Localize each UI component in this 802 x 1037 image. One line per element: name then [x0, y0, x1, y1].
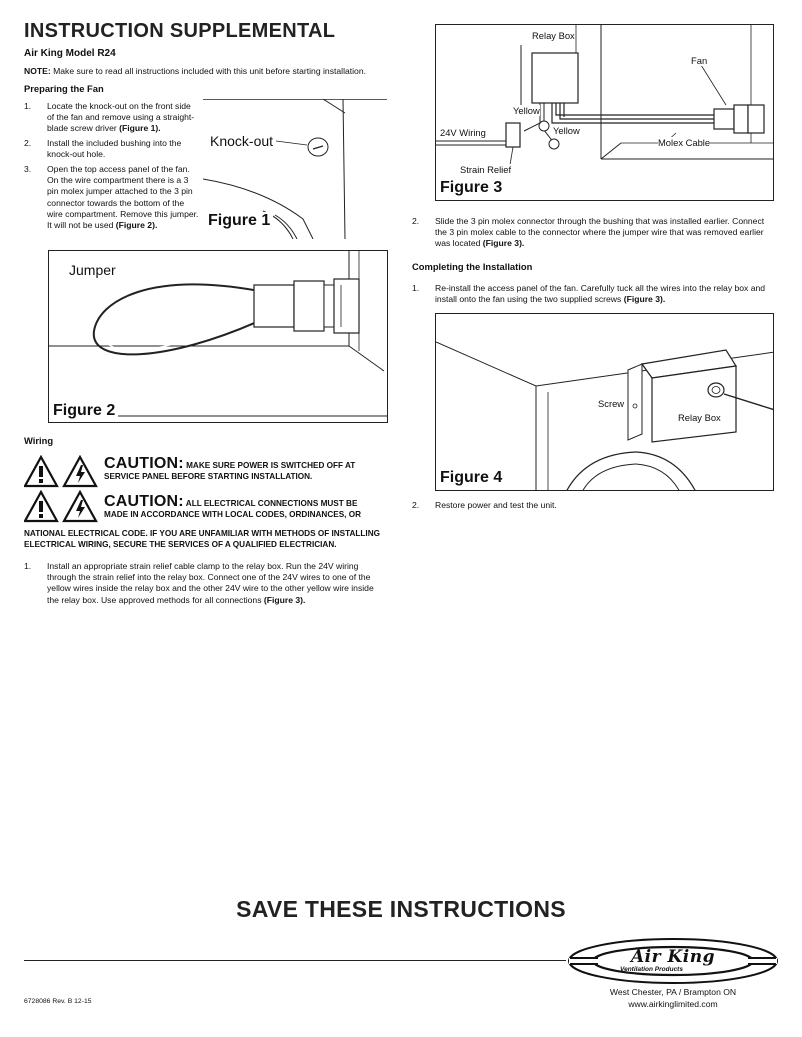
step-number: 2.: [412, 500, 420, 510]
step-number: 2.: [412, 216, 420, 226]
note: [24, 66, 366, 76]
step-number: 1.: [24, 561, 32, 571]
figure-3-label: Figure 3: [437, 179, 505, 197]
warning-icons: [24, 490, 99, 524]
caution-text: MAKE SURE POWER IS SWITCHED OFF AT: [183, 461, 356, 470]
step-line: through the strain relief into the relay box. Connect one of the 24V wires to one of the: [47, 572, 371, 583]
step-number: 1.: [24, 101, 32, 111]
step-line: the relay box. Use approved methods for all connections: [47, 594, 264, 605]
caution-text: NATIONAL ELECTRICAL CODE. IF YOU ARE UNFAMILIAR WITH METHODS OF INSTALLING: [24, 529, 380, 538]
step-number: 2.: [24, 138, 32, 148]
figure-1-label: Figure 1: [205, 212, 273, 230]
step-line: of the fan and remove using a straight-: [47, 112, 195, 123]
figure-3: [435, 24, 774, 201]
complete-step-2: [412, 500, 782, 512]
molex-cable-callout: Molex Cable: [658, 137, 711, 148]
yellow-callout-2: Yellow: [553, 125, 580, 136]
jumper-callout: Jumper: [69, 262, 116, 278]
step-line: Re-install the access panel of the fan. Carefully tuck all the wires into the relay box and: [435, 283, 766, 293]
step-number: 1.: [412, 283, 420, 293]
caution-2-continued: [24, 528, 394, 550]
step-line: Install the included bushing into the: [47, 138, 182, 148]
step-line: Locate the knock-out on the front side: [47, 101, 191, 111]
wiring-heading: Wiring: [24, 435, 54, 446]
relay-box-callout: Relay Box: [678, 412, 721, 423]
step-line: the 3 pin molex cable to the connector where the jumper wire that was removed earlier: [435, 227, 764, 238]
figure-2: [48, 250, 388, 423]
figure-ref: (Figure 3).: [482, 238, 525, 249]
step-line: knock-out hole.: [47, 149, 106, 160]
figure-4-label: Figure 4: [437, 469, 505, 487]
fan-callout: Fan: [691, 55, 708, 66]
figure-ref: (Figure 3).: [623, 294, 666, 305]
company-website[interactable]: www.airkinglimited.com: [628, 999, 718, 1009]
caution-2: [104, 493, 394, 520]
step-line: Install an appropriate strain relief cable clamp to the relay box. Run the 24V wiring: [47, 561, 359, 571]
prep-step-1: [24, 101, 204, 135]
figure-4: [435, 313, 774, 491]
company-address: West Chester, PA / Brampton ON: [609, 987, 737, 997]
note-text: Make sure to read all instructions included with this unit before starting installation.: [50, 66, 367, 76]
step-line: yellow wires inside the relay box and the other 24V wire to the other yellow wire inside: [47, 583, 374, 594]
prep-step-3: [24, 164, 204, 232]
figure-ref: (Figure 3).: [263, 594, 306, 605]
caution-word: CAUTION:: [104, 493, 184, 510]
step-line: Restore power and test the unit.: [435, 500, 557, 510]
caution-1: [104, 455, 394, 482]
figure-ref: (Figure 1).: [119, 123, 161, 134]
figure-1: [203, 99, 387, 239]
revision-code: 6728086 Rev. B 12-15: [24, 998, 92, 1005]
step-line: Open the top access panel of the fan.: [47, 164, 190, 174]
caution-word: CAUTION:: [104, 455, 184, 472]
caution-text: ELECTRICAL WIRING, SECURE THE SERVICES OF A QUALIFIED ELECTRICIAN.: [24, 540, 337, 549]
air-king-logo: [568, 938, 778, 984]
logo-subtitle: Ventilation Products: [620, 966, 683, 973]
note-label: NOTE:: [24, 66, 51, 76]
step-line: It will not be used: [47, 220, 116, 231]
model-name: Air King Model R24: [24, 48, 116, 59]
wiring-step-1: [24, 561, 394, 607]
strain-relief-callout: Strain Relief: [460, 164, 512, 175]
footer-divider: [24, 960, 566, 961]
document-title: INSTRUCTION SUPPLEMENTAL: [24, 20, 336, 42]
step-line: was located: [435, 238, 483, 249]
warning-icons: [24, 455, 99, 489]
complete-step-1: [412, 283, 782, 306]
step-line: wire compartment. Remove this jumper.: [47, 208, 199, 219]
yellow-callout-1: Yellow: [513, 105, 540, 116]
prep-step-2: [24, 138, 204, 161]
step-line: pin molex jumper attached to the 3 pin: [47, 186, 193, 197]
step-line: On the wire compartment there is a 3: [47, 175, 189, 186]
figure-ref: (Figure 2).: [115, 220, 158, 231]
screw-callout: Screw: [598, 398, 625, 409]
step-line: install onto the fan using the two supplied screws: [435, 294, 624, 305]
caution-icons-1: [24, 455, 99, 489]
preparing-heading: Preparing the Fan: [24, 83, 104, 94]
step-line: connector towards the bottom of the: [47, 197, 185, 208]
caution-text: SERVICE PANEL BEFORE STARTING INSTALLATION.: [104, 472, 313, 481]
caution-text: ALL ELECTRICAL CONNECTIONS MUST BE: [183, 499, 358, 508]
save-instructions: SAVE THESE INSTRUCTIONS: [236, 896, 566, 922]
step-line: blade screw driver: [47, 123, 120, 134]
step-line: Slide the 3 pin molex connector through the bushing that was installed earlier. Connect: [435, 216, 765, 226]
caution-text: MADE IN ACCORDANCE WITH LOCAL CODES, ORDINANCES, OR: [104, 510, 361, 519]
relay-box-callout: Relay Box: [532, 30, 575, 41]
logo-wordmark: Air King: [630, 947, 715, 967]
completing-heading: Completing the Installation: [412, 261, 533, 272]
knockout-callout: Knock-out: [210, 133, 274, 149]
step-number: 3.: [24, 164, 32, 174]
install-step-2: [412, 216, 782, 250]
figure-2-label: Figure 2: [50, 402, 118, 420]
24v-wiring-callout: 24V Wiring: [440, 127, 486, 138]
caution-icons-2: [24, 490, 99, 524]
